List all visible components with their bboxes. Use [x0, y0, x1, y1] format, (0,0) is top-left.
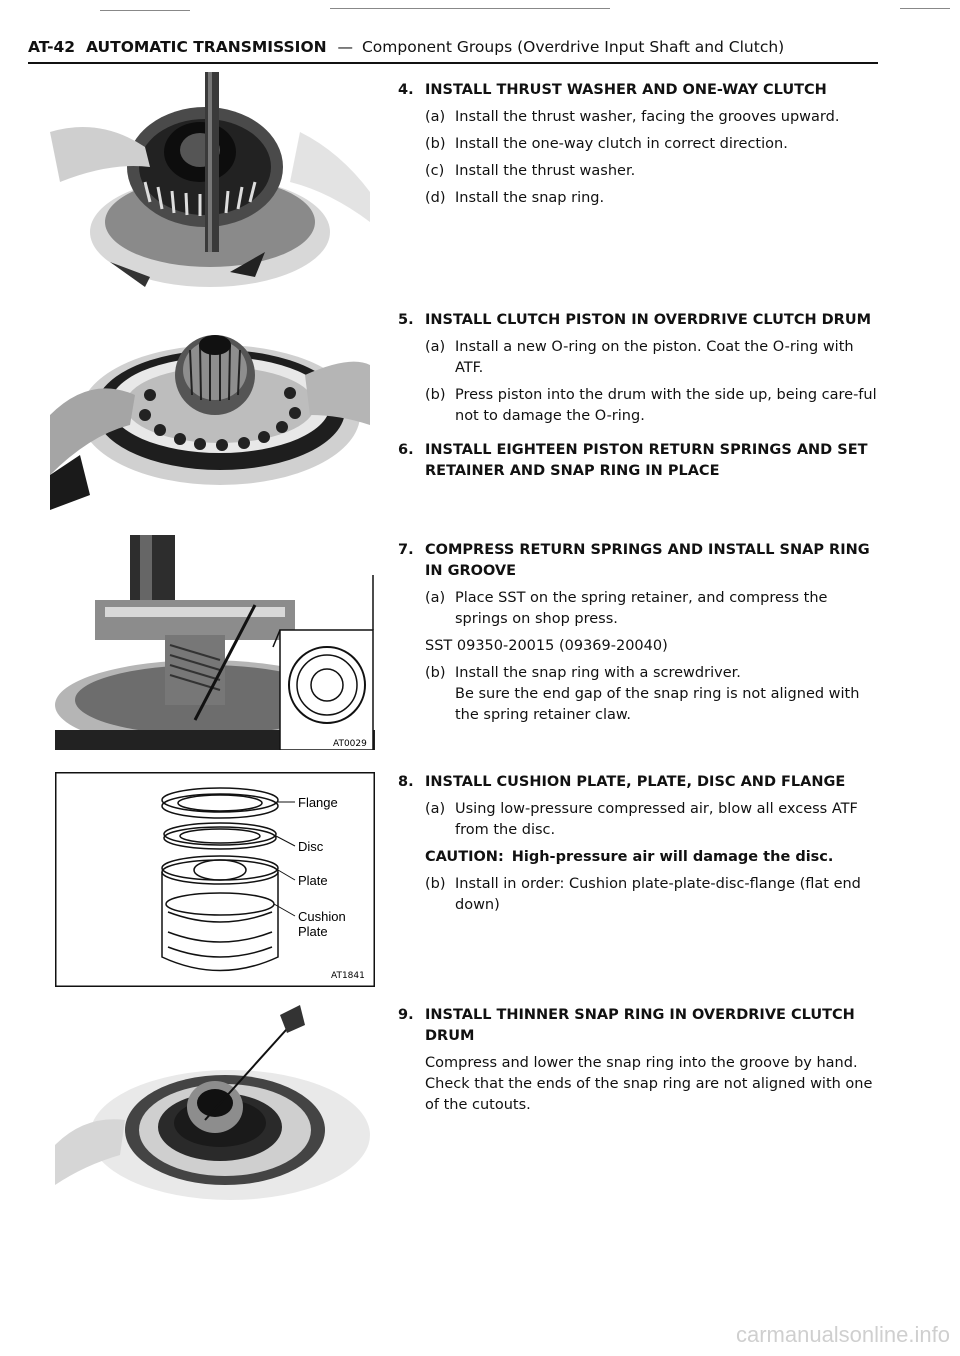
sst-number: SST 09350-20015 (09369-20040): [425, 638, 668, 654]
step: [425, 188, 878, 209]
scan-artifact-line: [900, 8, 950, 9]
step-text: Install in order: Cushion plate-plate-disc-flange (flat end down): [455, 876, 861, 913]
step-label: (b): [425, 387, 446, 403]
watermark: carmanualsonline.info: [735, 1322, 950, 1347]
step: [425, 107, 878, 128]
label-cushion-plate-line1: Cushion: [298, 909, 346, 924]
step-text: Install the snap ring with a screwdriver.: [455, 665, 741, 681]
caution-text: High-pressure air will damage the disc.: [511, 849, 834, 865]
step-label: (b): [425, 665, 446, 681]
section-title: INSTALL THRUST WASHER AND ONE-WAY CLUTCH: [425, 82, 827, 98]
figure-code-at0029: AT0029: [333, 739, 367, 749]
label-flange: Flange: [298, 795, 338, 810]
step: [425, 663, 878, 726]
step-label: (a): [425, 590, 446, 606]
step: [425, 161, 878, 182]
caution-note: [425, 847, 878, 868]
section-body: Compress and lower the snap ring into the groove by hand. Check that the ends of the snap ring are not aligned with one of the cutouts.: [425, 1055, 873, 1113]
section-number: 6.: [398, 442, 414, 458]
section-number: 9.: [398, 1007, 414, 1023]
section-4: [398, 80, 878, 209]
section-title: AUTOMATIC TRANSMISSION: [86, 38, 327, 56]
section-number: 4.: [398, 82, 414, 98]
section-title: INSTALL CUSHION PLATE, PLATE, DISC AND FLANGE: [425, 774, 846, 790]
label-plate: Plate: [298, 873, 328, 888]
step: [425, 874, 878, 916]
step-text: Install a new O-ring on the piston. Coat the O-ring with ATF.: [455, 339, 854, 376]
step-note: Be sure the end gap of the snap ring is not aligned with the spring retainer claw.: [455, 686, 860, 723]
step: [425, 799, 878, 841]
section-8: [398, 772, 878, 916]
header-subtitle: Component Groups (Overdrive Input Shaft and Clutch): [361, 38, 785, 56]
step-text: Install the thrust washer.: [455, 163, 636, 179]
step-label: (a): [425, 339, 446, 355]
scan-artifact-line: [100, 10, 190, 11]
page-header: [28, 38, 878, 56]
step-text: Place SST on the spring retainer, and compress the springs on shop press.: [455, 590, 828, 627]
step: [425, 588, 878, 630]
figure-one-way-clutch-photo: [50, 72, 370, 297]
figure-clutch-pack-diagram: [55, 772, 375, 987]
header-dash: —: [337, 38, 354, 56]
step-text: Install the one-way clutch in correct direction.: [455, 136, 788, 152]
step-text: Using low-pressure compressed air, blow all excess ATF from the disc.: [455, 801, 858, 838]
section-6: [398, 440, 878, 482]
figure-code-at1841: AT1841: [331, 971, 365, 981]
figure-clutch-piston-photo: [50, 305, 370, 510]
label-cushion-plate-line2: Plate: [298, 924, 328, 939]
step-label: (a): [425, 801, 446, 817]
step-text: Install the thrust washer, facing the grooves upward.: [455, 109, 840, 125]
section-number: 7.: [398, 542, 414, 558]
step-text: Install the snap ring.: [455, 190, 605, 206]
section-title: INSTALL THINNER SNAP RING IN OVERDRIVE CLUTCH DRUM: [425, 1007, 855, 1044]
step: [425, 385, 878, 427]
step-label: (b): [425, 136, 446, 152]
label-disc: Disc: [298, 839, 324, 854]
header-rule: [28, 62, 878, 64]
step-text: Press piston into the drum with the side up, being care-ful not to damage the O-ring.: [455, 387, 877, 424]
section-title: COMPRESS RETURN SPRINGS AND INSTALL SNAP RING IN GROOVE: [425, 542, 870, 579]
figure-shop-press-photo: [55, 535, 375, 750]
caution-label: CAUTION:: [425, 849, 504, 865]
section-5: [398, 310, 878, 427]
step-label: (a): [425, 109, 446, 125]
step-label: (c): [425, 163, 445, 179]
section-title: INSTALL EIGHTEEN PISTON RETURN SPRINGS AND SET RETAINER AND SNAP RING IN PLACE: [425, 442, 868, 479]
section-title: INSTALL CLUTCH PISTON IN OVERDRIVE CLUTCH DRUM: [425, 312, 872, 328]
step: [425, 134, 878, 155]
section-number: 8.: [398, 774, 414, 790]
scan-artifact-line: [330, 8, 610, 9]
section-7: [398, 540, 878, 726]
step-label: (b): [425, 876, 446, 892]
step: [425, 337, 878, 379]
section-number: 5.: [398, 312, 414, 328]
page-code: AT-42: [28, 38, 76, 56]
figure-snap-ring-photo: [55, 1005, 375, 1210]
section-9: [398, 1005, 878, 1116]
step-label: (d): [425, 190, 446, 206]
